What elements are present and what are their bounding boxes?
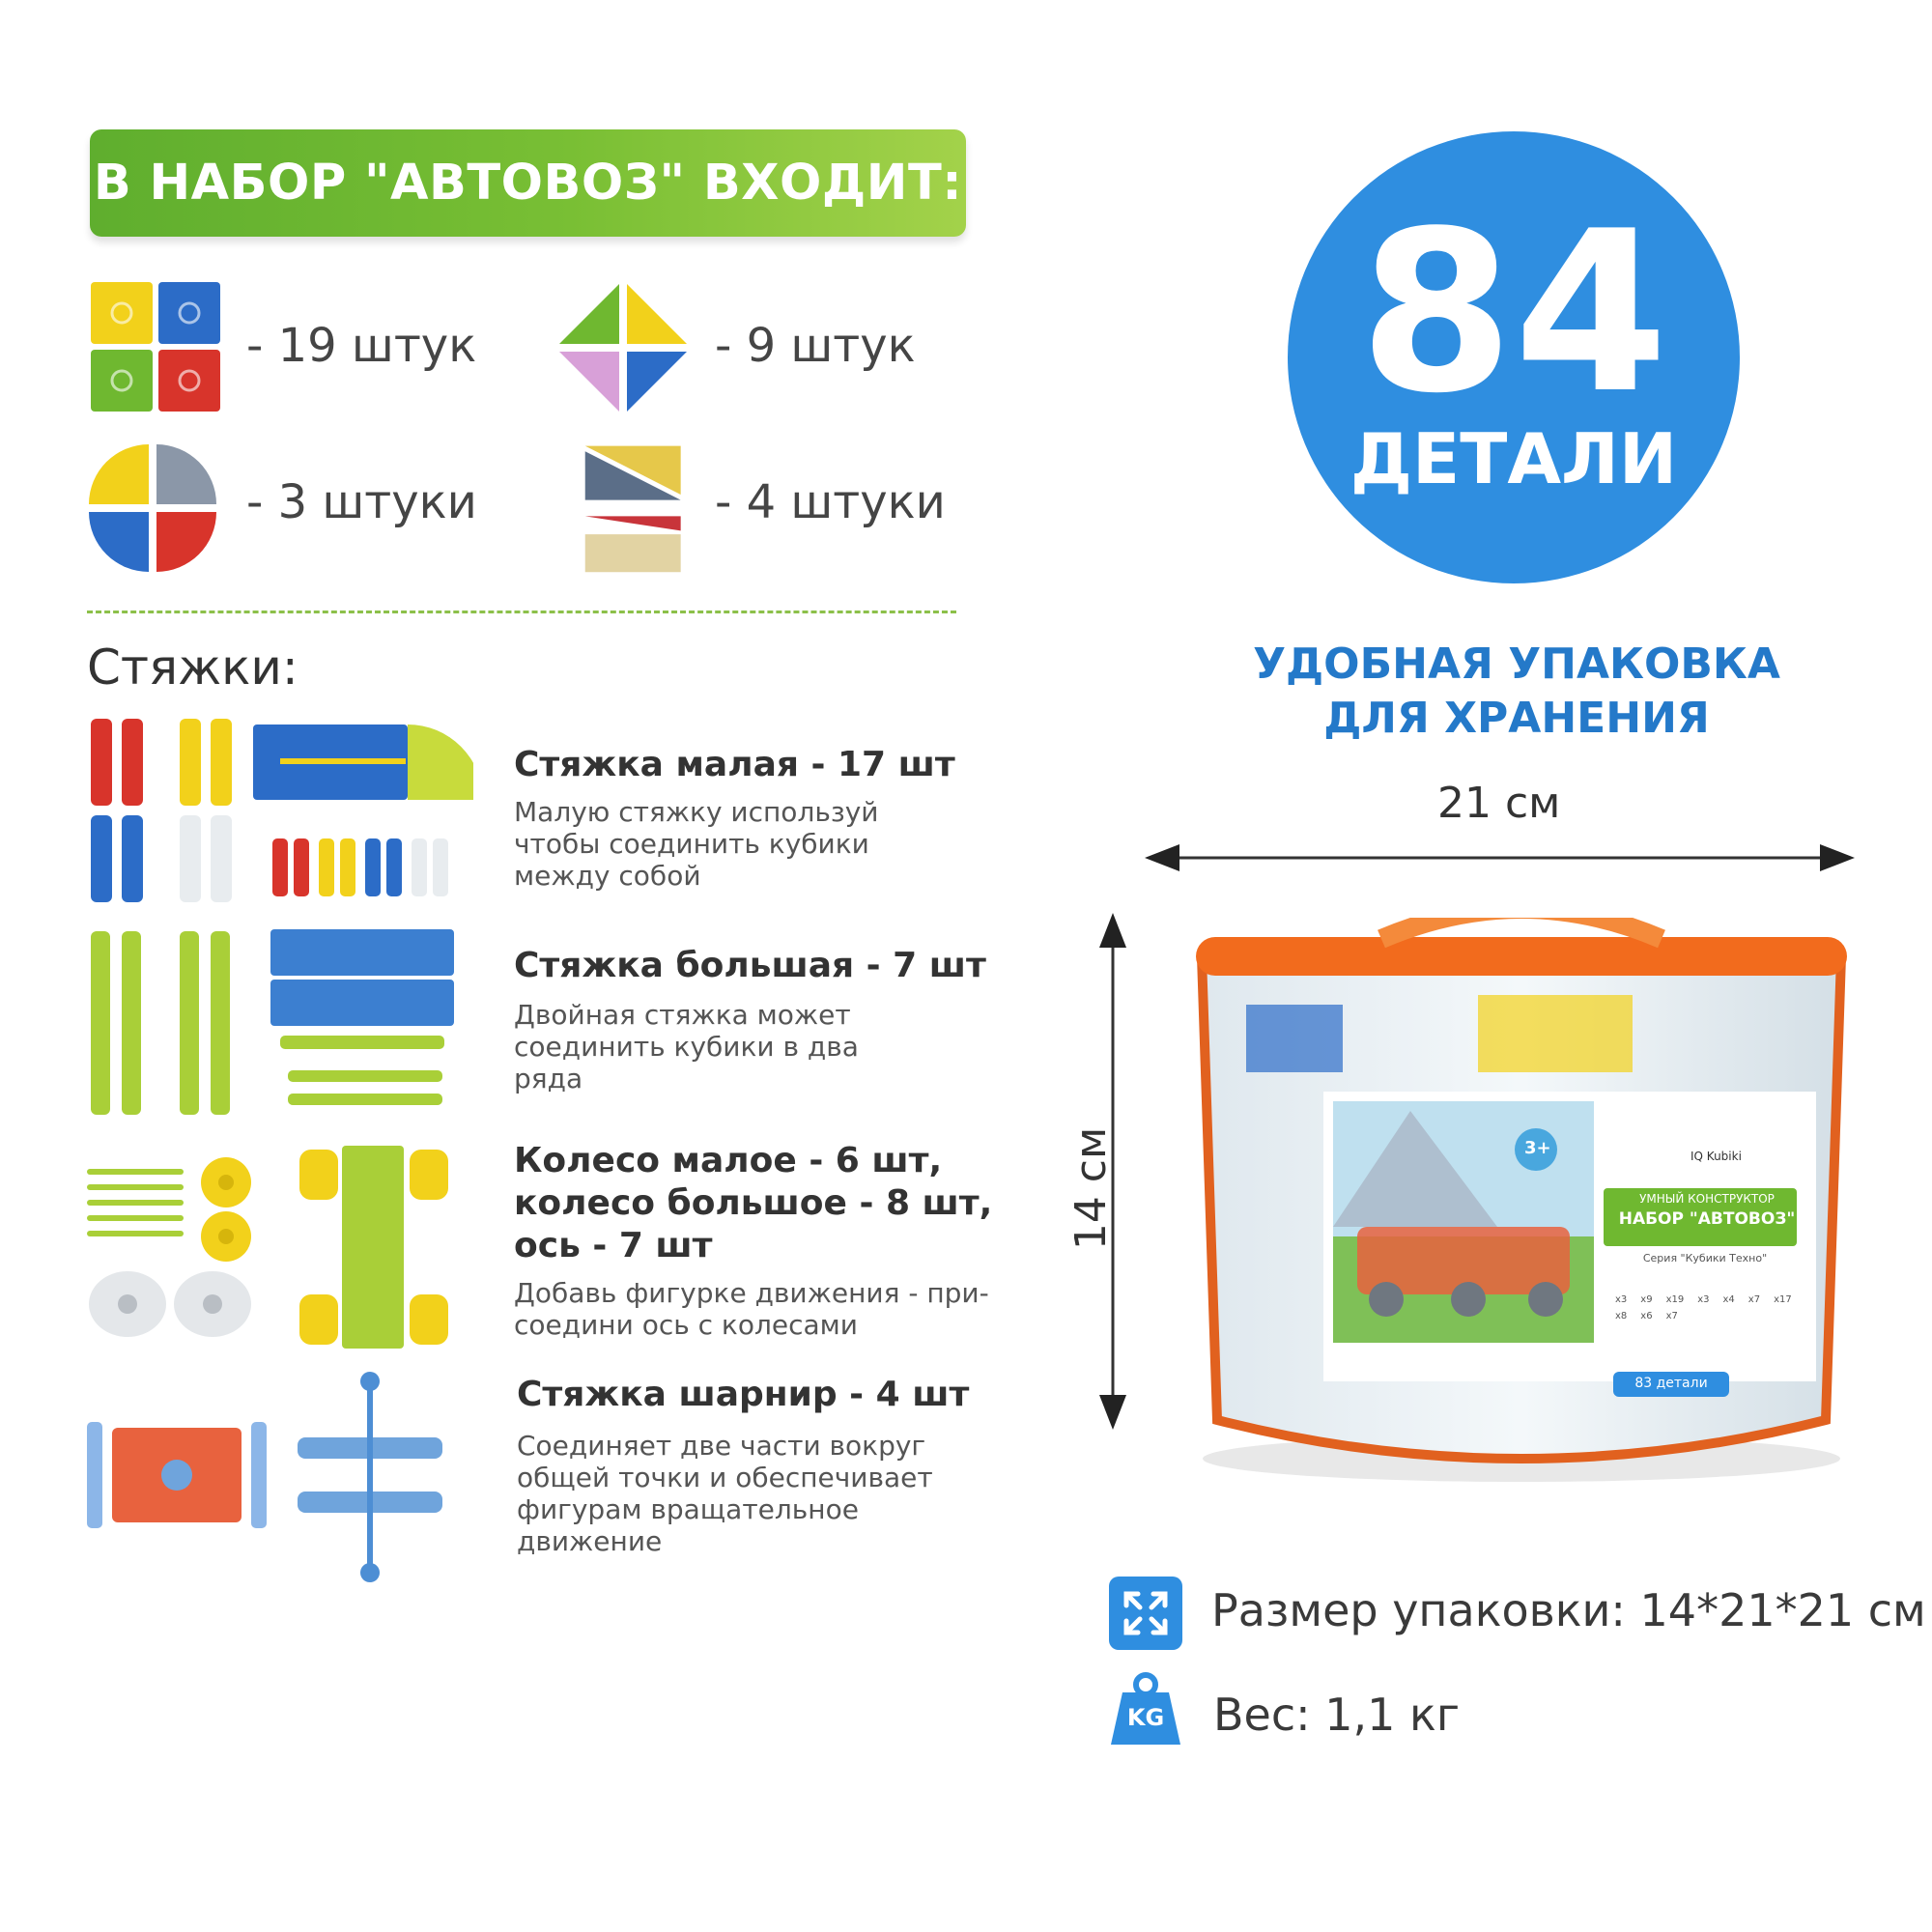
bag-brand-label: IQ Kubiki [1690,1150,1742,1163]
piece-count-quarter-circles: - 3 штуки [246,475,477,529]
small-tie-illustration [87,715,473,908]
bag-card-series: Серия "Кубики Техно" [1642,1252,1768,1264]
small-tie-title: Стяжка малая - 17 шт [514,745,955,784]
piece-count-squares: - 19 штук [246,319,477,373]
small-tie-description: Малую стяжку используй чтобы соединить кубики между собой [514,796,879,892]
packaging-bag-illustration [1188,918,1855,1497]
wheels-axle-description: Добавь фигурке движения - при- соедини ось с колесами [514,1277,989,1341]
package-size-label: Размер упаковки: 14*21*21 см [1211,1584,1926,1636]
packaging-title: УДОБНАЯ УПАКОВКА ДЛЯ ХРАНЕНИЯ [1253,639,1780,743]
wheels-axle-title: Колесо малое - 6 шт, колесо большое - 8 шт, ось - 7 шт [514,1141,993,1265]
piece-count-wedges: - 4 штуки [715,475,946,529]
height-dimension-label: 14 см [1066,1126,1117,1251]
set-contents-banner [90,129,966,237]
banner-title: В НАБОР "АВТОВОЗ" ВХОДИТ: [93,155,963,212]
quarter-circle-pieces-icon [85,440,220,576]
section-divider [87,611,956,613]
bag-age-badge: 3+ [1524,1138,1551,1158]
width-arrow [1145,837,1855,879]
parts-count-number: 84 [1358,185,1669,442]
weight-label: Вес: 1,1 кг [1213,1689,1460,1741]
bag-card-parts: 83 детали [1634,1376,1708,1391]
triangle-pieces-icon [555,280,691,415]
large-tie-illustration [87,927,473,1121]
hinge-tie-illustration [87,1372,473,1584]
large-tie-title: Стяжка большая - 7 шт [514,946,986,985]
hinge-tie-description: Соединяет две части вокруг общей точки и обеспечивает фигурам вращательное движение [517,1430,933,1557]
expand-arrows-icon [1109,1577,1182,1650]
width-dimension-label: 21 см [1437,779,1561,828]
bag-card-subtitle: УМНЫЙ КОНСТРУКТОР [1639,1192,1775,1206]
parts-count-badge [1288,131,1740,583]
parts-count-label: ДЕТАЛИ [1350,418,1678,499]
large-tie-description: Двойная стяжка может соединить кубики в два ряда [514,999,859,1094]
wheels-axle-illustration [87,1140,473,1352]
wedge-pieces-icon [568,440,703,576]
bag-card-multipliers: x3 x9 x19 x3 x4 x7 x17 x8 x6 x7 [1615,1294,1792,1321]
piece-count-triangles: - 9 штук [715,319,916,373]
ties-section-title: Стяжки: [87,639,298,696]
square-pieces-icon [89,280,224,415]
bag-card-name: НАБОР "АВТОВОЗ" [1618,1209,1796,1229]
weight-icon-label: KG [1126,1704,1165,1731]
hinge-tie-title: Стяжка шарнир - 4 шт [517,1375,970,1414]
